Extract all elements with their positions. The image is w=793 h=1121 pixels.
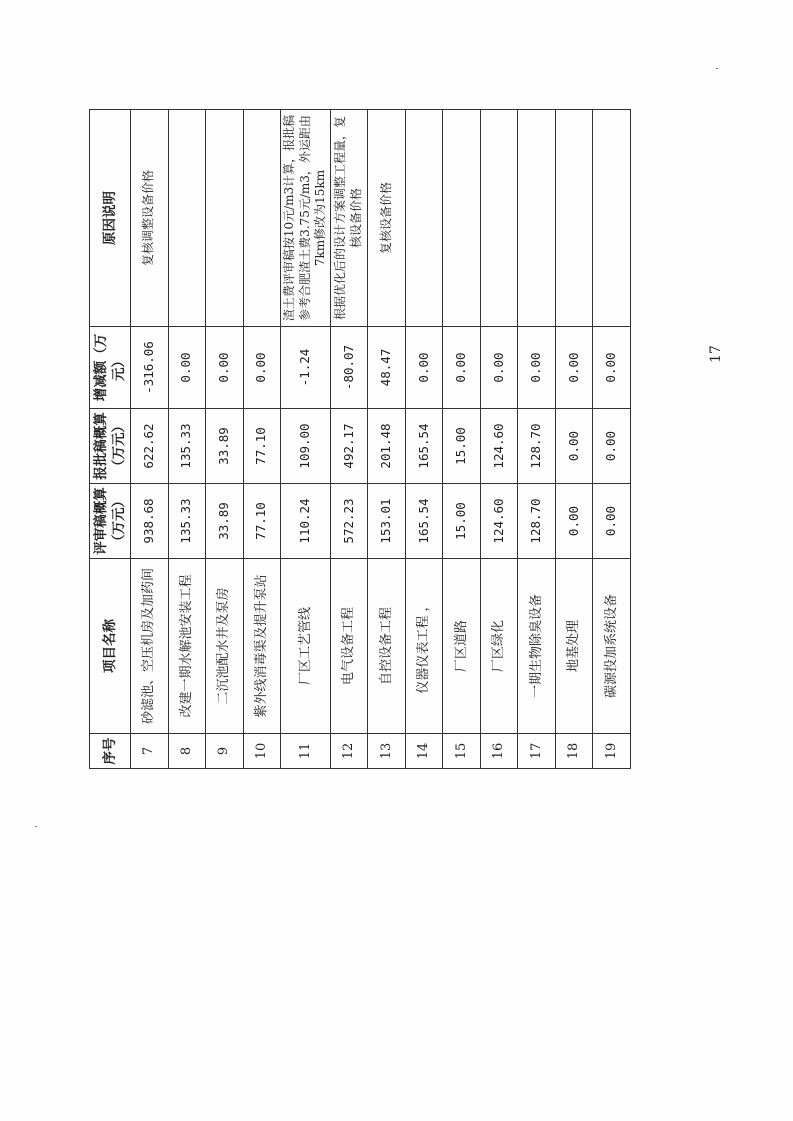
cell-project-name: 一期生物除臭设备: [518, 559, 556, 734]
scan-speck: [716, 68, 718, 69]
cell-project-name: 碳源投加系统设备: [593, 559, 631, 734]
header-change-amount: 增减额（万元）: [90, 327, 131, 409]
cell-seq: 9: [206, 734, 244, 769]
table-row: [518, 110, 556, 769]
cell-reason: [206, 110, 244, 327]
cell-review-estimate: 15.00: [443, 484, 481, 559]
cell-review-estimate: 77.10: [243, 484, 281, 559]
cell-project-name: 地基处理: [555, 559, 593, 734]
cell-approval-estimate: 15.00: [443, 409, 481, 484]
cell-approval-estimate: 128.70: [518, 409, 556, 484]
table-row: [368, 110, 406, 769]
cell-seq: 7: [131, 734, 169, 769]
cell-change-amount: 0.00: [405, 327, 443, 409]
cell-review-estimate: 165.54: [405, 484, 443, 559]
cell-project-name: 二沉池配水井及泵房: [206, 559, 244, 734]
header-approval-estimate: 报批稿概算（万元）: [90, 409, 131, 484]
cell-approval-estimate: 165.54: [405, 409, 443, 484]
header-seq: 序号: [90, 734, 131, 769]
cell-reason: 复核设备价格: [368, 110, 406, 327]
budget-comparison-table: [89, 109, 631, 769]
cell-review-estimate: 110.24: [281, 484, 331, 559]
cell-seq: 18: [555, 734, 593, 769]
cell-seq: 12: [330, 734, 368, 769]
cell-approval-estimate: 201.48: [368, 409, 406, 484]
table-row: [243, 110, 281, 769]
cell-review-estimate: 33.89: [206, 484, 244, 559]
table-row: [206, 110, 244, 769]
cell-project-name: 厂区道路: [443, 559, 481, 734]
cell-reason: 渣土费评审稿按10元/m3计算，报批稿参考合肥渣土费3.75元/m3，外运距由7km修改为15km: [281, 110, 331, 327]
cell-review-estimate: 153.01: [368, 484, 406, 559]
table-row: [168, 110, 206, 769]
cell-review-estimate: 128.70: [518, 484, 556, 559]
header-reason: 原因说明: [90, 110, 131, 327]
cell-seq: 17: [518, 734, 556, 769]
cell-seq: 10: [243, 734, 281, 769]
cell-reason: [480, 110, 518, 327]
rotated-table-wrapper: [89, 110, 619, 769]
cell-approval-estimate: 109.00: [281, 409, 331, 484]
cell-seq: 16: [480, 734, 518, 769]
cell-change-amount: -316.06: [131, 327, 169, 409]
cell-reason: [555, 110, 593, 327]
cell-approval-estimate: 622.62: [131, 409, 169, 484]
cell-project-name: 厂区绿化: [480, 559, 518, 734]
table-row: [480, 110, 518, 769]
table-row: [281, 110, 331, 769]
table-row: [593, 110, 631, 769]
cell-change-amount: 0.00: [443, 327, 481, 409]
cell-seq: 15: [443, 734, 481, 769]
cell-approval-estimate: 0.00: [593, 409, 631, 484]
cell-reason: [168, 110, 206, 327]
scan-speck: [35, 826, 37, 827]
cell-project-name: 自控设备工程: [368, 559, 406, 734]
cell-change-amount: 0.00: [243, 327, 281, 409]
cell-review-estimate: 572.23: [330, 484, 368, 559]
cell-seq: 8: [168, 734, 206, 769]
cell-change-amount: 48.47: [368, 327, 406, 409]
table-row: [443, 110, 481, 769]
cell-project-name: 厂区工艺管线: [281, 559, 331, 734]
cell-change-amount: 0.00: [593, 327, 631, 409]
cell-reason: [405, 110, 443, 327]
table-row: [131, 110, 169, 769]
cell-approval-estimate: 492.17: [330, 409, 368, 484]
cell-project-name: 砂滤池、空压机房及加药间: [131, 559, 169, 734]
cell-seq: 11: [281, 734, 331, 769]
table-row: [555, 110, 593, 769]
page-number: 17: [707, 345, 724, 363]
cell-reason: 根据优化后的设计方案调整工程量，复核设备价格: [330, 110, 368, 327]
cell-change-amount: 0.00: [518, 327, 556, 409]
header-project-name: 项目名称: [90, 559, 131, 734]
table-row: [330, 110, 368, 769]
header-review-estimate: 评审稿概算（万元）: [90, 484, 131, 559]
cell-project-name: 改建一期水解池安装工程: [168, 559, 206, 734]
cell-change-amount: -80.07: [330, 327, 368, 409]
cell-reason: [518, 110, 556, 327]
cell-review-estimate: 938.68: [131, 484, 169, 559]
cell-seq: 19: [593, 734, 631, 769]
cell-reason: 复核调整设备价格: [131, 110, 169, 327]
cell-approval-estimate: 124.60: [480, 409, 518, 484]
cell-reason: [243, 110, 281, 327]
cell-approval-estimate: 77.10: [243, 409, 281, 484]
cell-project-name: 电气设备工程: [330, 559, 368, 734]
cell-review-estimate: 135.33: [168, 484, 206, 559]
cell-review-estimate: 0.00: [555, 484, 593, 559]
cell-change-amount: 0.00: [206, 327, 244, 409]
cell-project-name: 紫外线消毒渠及提升泵站: [243, 559, 281, 734]
cell-change-amount: 0.00: [480, 327, 518, 409]
cell-change-amount: -1.24: [281, 327, 331, 409]
cell-seq: 13: [368, 734, 406, 769]
cell-change-amount: 0.00: [555, 327, 593, 409]
cell-reason: [443, 110, 481, 327]
cell-seq: 14: [405, 734, 443, 769]
cell-approval-estimate: 135.33: [168, 409, 206, 484]
cell-reason: [593, 110, 631, 327]
cell-approval-estimate: 33.89: [206, 409, 244, 484]
table-header-row: [90, 110, 131, 769]
cell-review-estimate: 124.60: [480, 484, 518, 559]
cell-review-estimate: 0.00: [593, 484, 631, 559]
cell-approval-estimate: 0.00: [555, 409, 593, 484]
table-row: [405, 110, 443, 769]
cell-change-amount: 0.00: [168, 327, 206, 409]
cell-project-name: 仪器仪表工程 ，: [405, 559, 443, 734]
